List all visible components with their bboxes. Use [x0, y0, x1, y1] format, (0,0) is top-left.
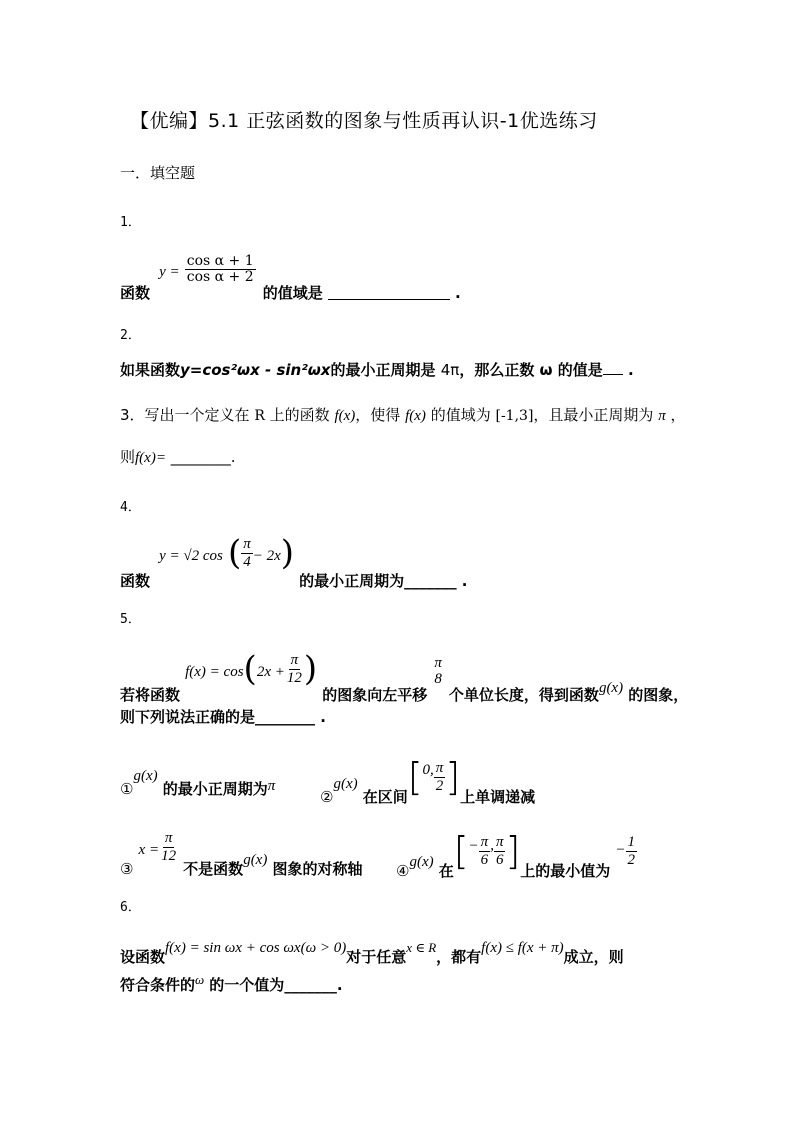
q5-shift-den: 8	[434, 671, 442, 687]
q5-opt4-g: g(x)	[409, 853, 434, 870]
q6-text-b: ，都有	[436, 948, 482, 966]
q4-y-eq: y = √2 cos	[159, 547, 223, 564]
q5-opt1-text: 的最小正周期为	[162, 780, 268, 798]
q2-end: .	[628, 361, 634, 379]
q5-frac-num: π	[290, 652, 299, 668]
q5-text-c: 的图象，	[628, 685, 689, 704]
q6-fx: f(x) = sin ωx + cos ωx(ω > 0)	[165, 940, 347, 956]
q5-opt4-a-den: 6	[480, 851, 489, 868]
q6-blank[interactable]: _______	[284, 976, 337, 994]
q5-opt2-text2: 上单调递减	[460, 787, 536, 806]
q5-text-a: 的图象向左平移	[322, 685, 428, 704]
q5-right-paren: )	[303, 649, 318, 689]
question-1	[120, 252, 461, 303]
q5-opt4-b-den: 6	[495, 851, 504, 868]
question-2	[120, 359, 634, 380]
q5-opt4-val-fraction	[626, 834, 638, 868]
question-3-line-2	[120, 446, 236, 467]
q5-opt3-frac-den: 12	[161, 847, 177, 864]
question-4	[120, 533, 468, 590]
question-5-line-2	[120, 706, 326, 727]
q5-opt2-lbracket: [	[407, 755, 423, 799]
q3-fx: f(x)	[334, 408, 356, 424]
q5-opt2-mark: ②	[320, 787, 334, 806]
question-6-line-2	[120, 968, 343, 994]
q6-prefix: 设函数	[120, 948, 166, 966]
q1-suffix: 的值域是	[262, 284, 323, 303]
q5-opt2-frac-num: π	[435, 760, 444, 776]
q5-opt4-val-den: 2	[627, 851, 636, 868]
q2-period: 4π	[440, 361, 460, 379]
q5-opt1-pi: π	[267, 778, 276, 794]
question-2-number: 2．	[120, 328, 141, 343]
question-4-number: 4．	[120, 500, 141, 515]
q6-line2-b: 的一个值为	[209, 976, 285, 994]
q5-option-1	[120, 746, 276, 798]
q5-opt4-text2: 上的最小值为	[520, 861, 611, 880]
q5-option-2	[320, 746, 536, 806]
q5-opt4-mark: ④	[396, 861, 410, 880]
q5-opt2-frac-den: 2	[435, 777, 444, 794]
q1-denominator: cos α + 2	[186, 269, 254, 286]
q5-inner: 2x +	[256, 663, 285, 680]
q4-end: .	[461, 571, 468, 590]
q1-numerator: cos α + 1	[186, 253, 254, 269]
q2-text-c: ，那么正数 ω 的值是	[459, 361, 603, 379]
q5-opt4-frac-b	[494, 834, 506, 868]
q5-line2: 则下列说法正确的是	[120, 708, 256, 726]
q5-text-b: 个单位长度，得到函数	[448, 685, 599, 704]
q6-ineq: f(x) ≤ f(x + π)	[481, 940, 564, 956]
question-5-number: 5．	[120, 612, 141, 627]
q1-prefix: 函数	[120, 284, 151, 303]
q1-answer-blank[interactable]	[328, 285, 450, 300]
q4-suffix: 的最小正周期为	[299, 571, 405, 590]
q3-line2-a: 则	[120, 448, 136, 466]
q5-end2: .	[320, 708, 326, 726]
q5-frac-den: 12	[286, 669, 302, 686]
q1-y-eq: y =	[159, 264, 180, 281]
q1-fraction	[185, 254, 256, 286]
q5-option-4	[396, 826, 637, 880]
q5-opt4-minus: −	[468, 837, 479, 854]
q2-text-a: 如果函数	[120, 361, 181, 379]
q5-opt3-fraction	[159, 830, 178, 864]
q3-comma: ，	[670, 406, 686, 424]
q3-end: .	[230, 448, 236, 466]
q5-opt4-val-num: 1	[627, 834, 636, 850]
q4-right-paren: )	[280, 533, 295, 573]
q4-left-paren: (	[227, 533, 242, 573]
q6-end: .	[336, 976, 343, 994]
q5-opt2-rbracket: ]	[445, 755, 461, 799]
q5-opt4-val-minus: −	[615, 841, 626, 858]
q5-opt2-text: 在区间	[362, 787, 408, 806]
q3-line1-c: ，使得	[355, 406, 401, 424]
q5-opt2-int-a: 0,	[422, 761, 434, 778]
q3-line1-b: 上的函数	[269, 406, 330, 424]
q3-R: R	[254, 408, 265, 424]
q5-blank2[interactable]: ________	[255, 708, 316, 726]
q5-prefix: 若将函数	[120, 685, 181, 704]
q3-line1-a: 3．写出一个定义在	[120, 406, 250, 424]
q5-opt1-mark: ①	[120, 780, 134, 798]
q3-range: [-1,3]	[495, 408, 534, 424]
q5-opt4-rbracket: ]	[505, 829, 521, 873]
q2-answer-blank[interactable]	[603, 360, 623, 375]
q5-opt3-g: g(x)	[243, 851, 268, 868]
q6-line2-a: 符合条件的	[120, 976, 196, 994]
question-3-line-1	[120, 404, 686, 425]
q4-blank[interactable]: _______	[404, 571, 457, 590]
q6-text-c: 成立，则	[563, 948, 624, 966]
q5-opt3-text2: 图象的对称轴	[272, 859, 363, 878]
q5-opt4-a-num: π	[480, 834, 489, 850]
q6-omega: ω	[195, 972, 205, 987]
q3-line1-e: ，且最小正周期为	[533, 406, 654, 424]
q4-frac-den: 4	[243, 553, 251, 570]
section-heading: 一．填空题	[120, 164, 196, 182]
q3-line1-d: 的值域为	[430, 406, 491, 424]
page-title: 【优编】5.1 正弦函数的图象与性质再认识-1优选练习	[130, 110, 598, 132]
q5-opt3-text: 不是函数	[183, 859, 244, 878]
q5-opt3-x: x =	[138, 841, 160, 858]
q6-text-a: 对于任意	[346, 948, 407, 966]
q2-text-b: 的最小正周期是	[330, 361, 436, 379]
q6-xr: x ∈ R	[406, 940, 437, 955]
q1-end: .	[454, 284, 461, 303]
q5-opt1-g: g(x)	[133, 768, 158, 784]
q5-option-3	[120, 830, 363, 878]
q3-blank[interactable]: ________	[170, 448, 231, 466]
q3-fx3: f(x)=	[135, 450, 166, 466]
question-5-line-1	[120, 646, 689, 704]
q5-opt3-frac-num: π	[164, 830, 173, 846]
q5-opt3-mark: ③	[120, 859, 134, 878]
q3-pi: π	[658, 408, 666, 424]
question-1-number: 1．	[120, 215, 141, 230]
q5-opt2-fraction	[434, 760, 446, 794]
q5-opt4-text: 在	[438, 861, 454, 880]
q4-minus: − 2x	[252, 547, 281, 564]
q5-opt2-g: g(x)	[333, 775, 358, 792]
q5-opt4-lbracket: [	[453, 829, 469, 873]
q5-fraction	[285, 652, 304, 686]
q4-prefix: 函数	[120, 571, 151, 590]
q4-frac-num: π	[243, 536, 251, 552]
q5-opt4-frac-a	[479, 834, 491, 868]
q2-expr: y=cos²ωx - sin²ωx	[180, 361, 331, 379]
q3-fx2: f(x)	[405, 408, 426, 424]
q5-left-paren: (	[243, 649, 257, 689]
q5-shift-num: π	[434, 654, 442, 671]
question-6-line-1	[120, 934, 624, 966]
q5-gx: g(x)	[598, 679, 624, 696]
q5-shift-fraction	[432, 655, 444, 688]
q5-fx: f(x) = cos	[185, 663, 244, 680]
q4-fraction	[241, 536, 253, 570]
question-6-number: 6．	[120, 900, 141, 915]
q5-opt4-comma: ,	[490, 837, 494, 854]
q5-opt4-b-num: π	[495, 834, 504, 850]
